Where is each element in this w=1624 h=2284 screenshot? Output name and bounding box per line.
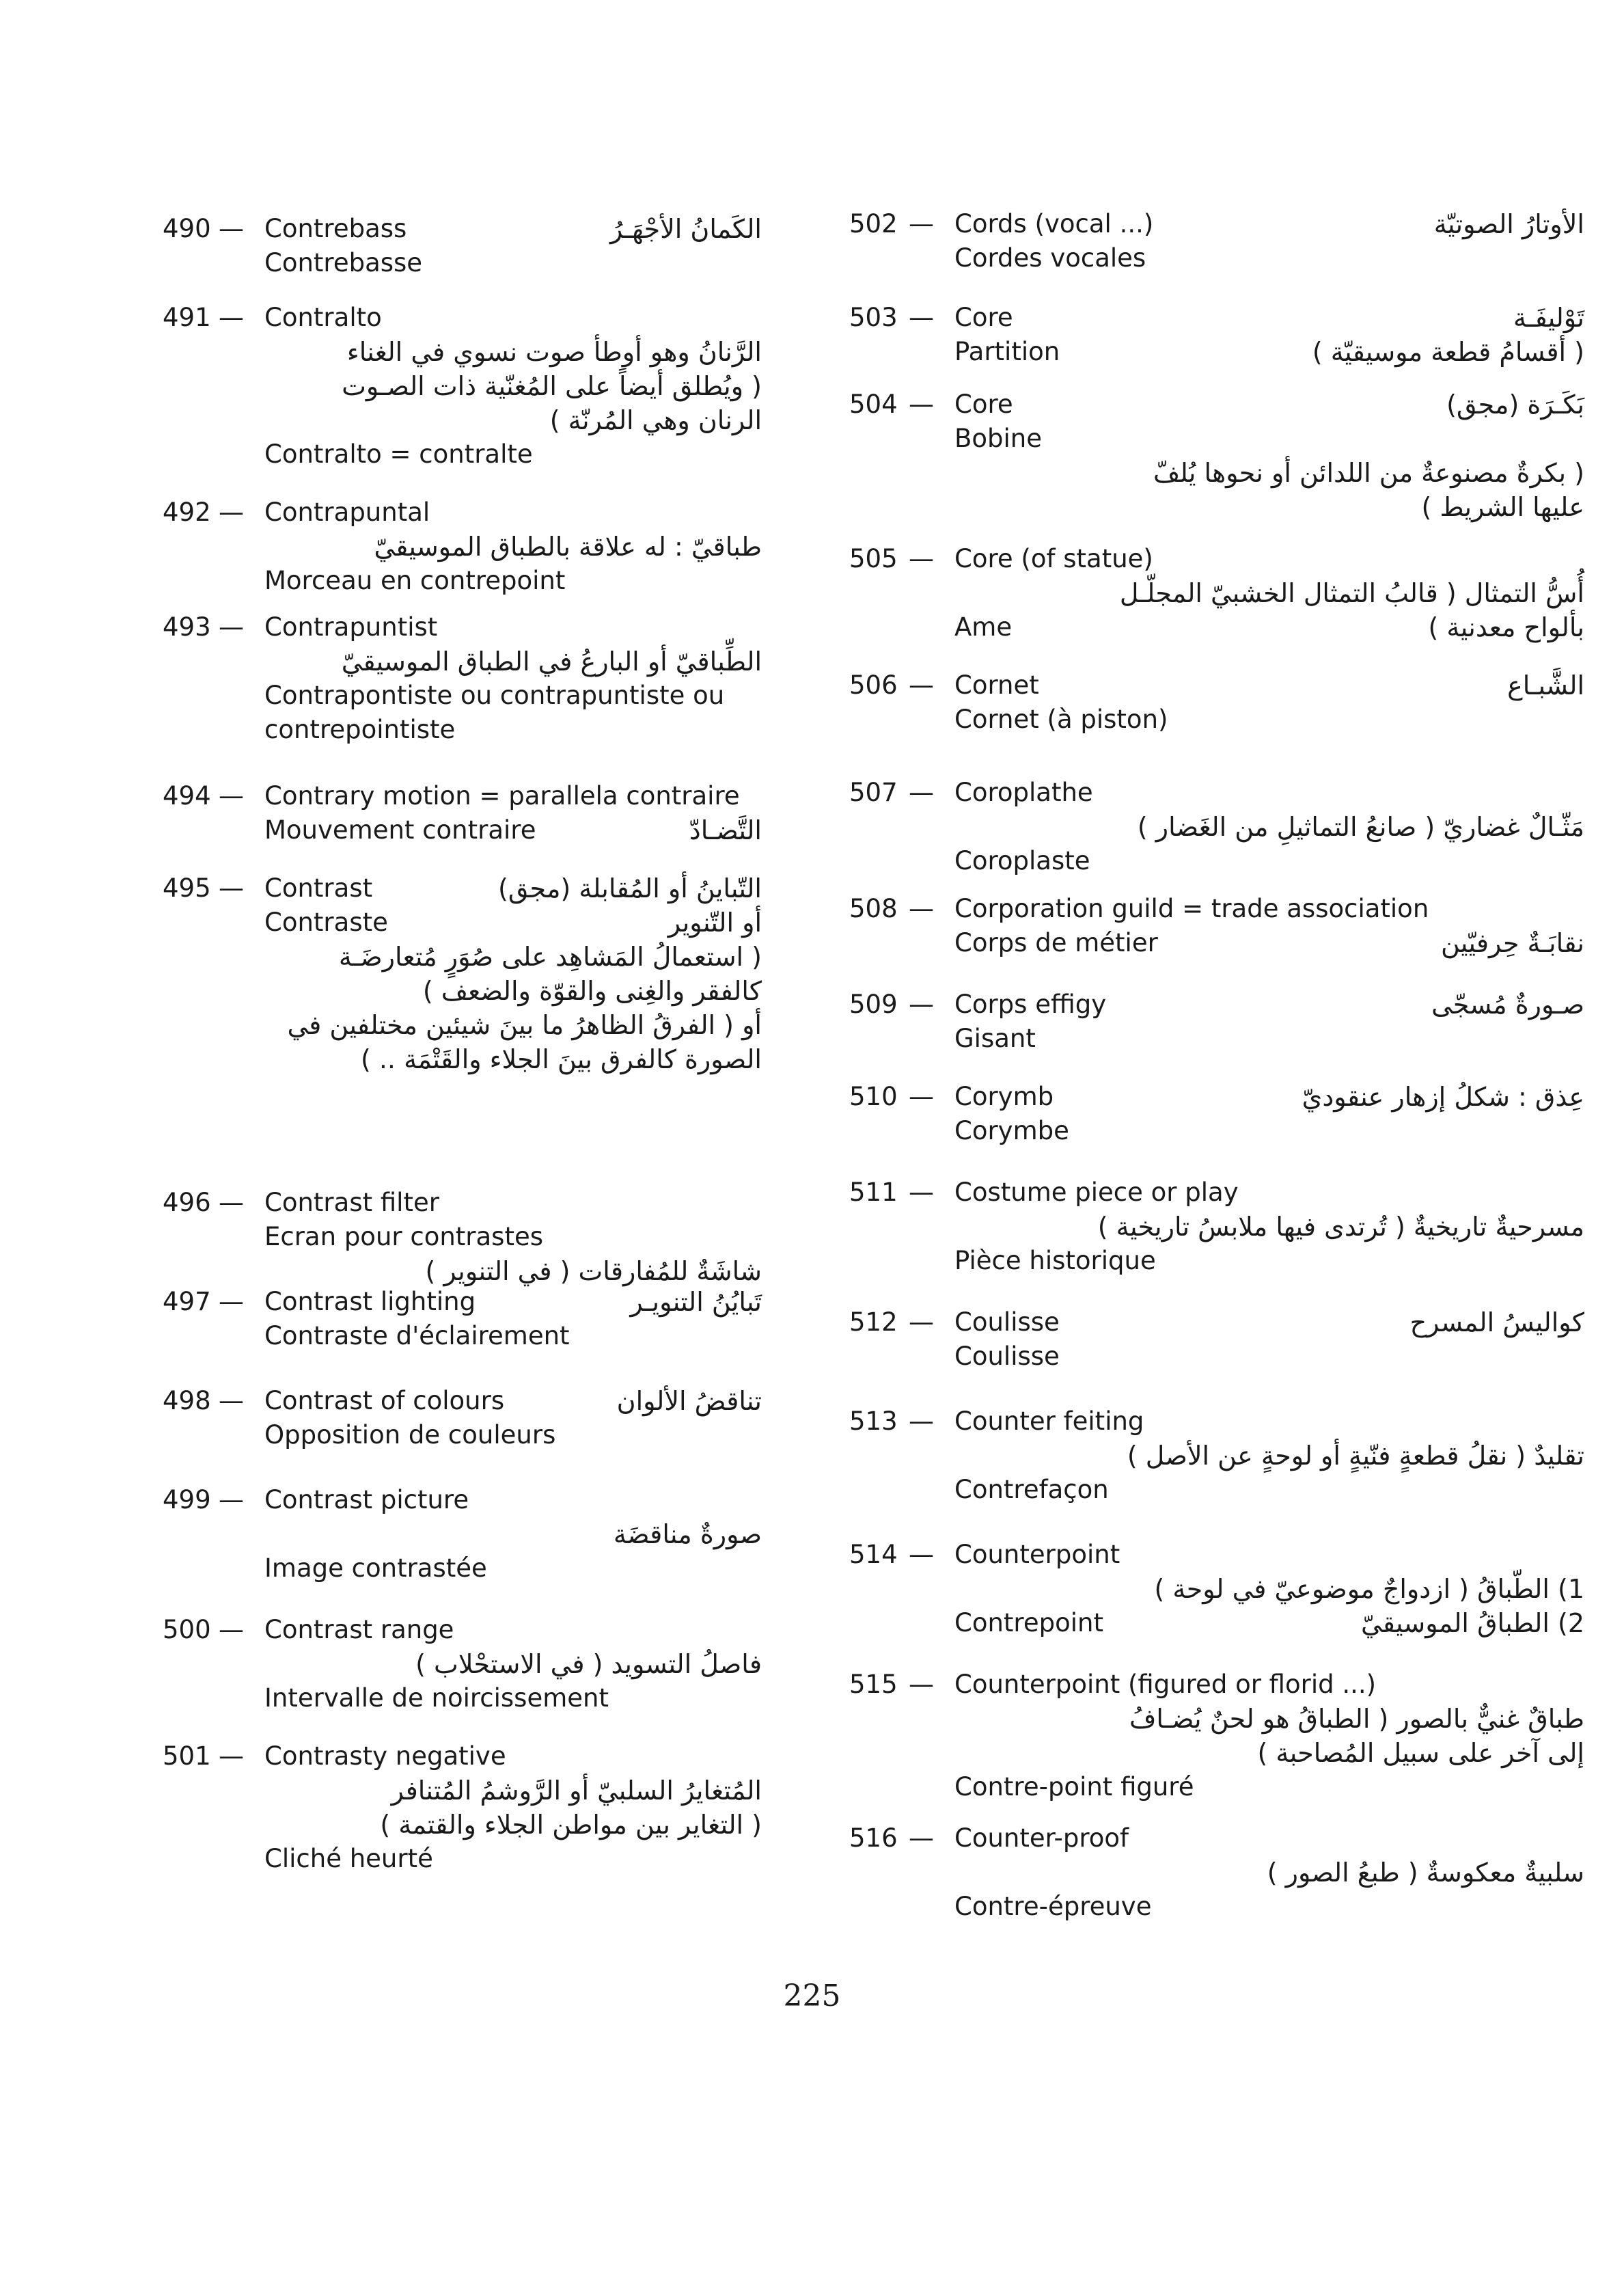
- entry-number: 513: [849, 1406, 898, 1436]
- english-term: Contrast of colours: [264, 1386, 505, 1415]
- entry-number: 508: [849, 894, 898, 923]
- arabic-term: عِذق : شكلُ إزهار عنقوديّ: [1302, 1082, 1584, 1112]
- arabic-term: مسرحيةٌ تاريخيةٌ ( تُرتدى فيها ملابسُ تاريخية ): [1097, 1212, 1584, 1242]
- entry-number: 493: [163, 612, 211, 642]
- dictionary-entry: [0, 301, 806, 472]
- entry-dash: —: [909, 670, 934, 700]
- entry-line: [0, 871, 806, 906]
- entry-dash: —: [909, 990, 934, 1019]
- right-column: [806, 0, 1624, 2284]
- entry-line: [806, 1404, 1624, 1439]
- entry-line: [806, 668, 1624, 703]
- dictionary-entry: [806, 1668, 1624, 1804]
- english-term: Cords (vocal ...): [954, 209, 1154, 239]
- arabic-term: ( استعمالُ المَشاهِد على صُوَرٍ مُتعارضَـة: [338, 942, 762, 972]
- french-term: Contrefaçon: [954, 1475, 1109, 1504]
- entry-dash: —: [219, 1287, 244, 1316]
- french-term: Contraste: [264, 908, 388, 937]
- entry-line: [0, 1517, 806, 1551]
- arabic-term: أو ( الفرقُ الظاهرُ ما بينَ شيئين مختلفين في: [287, 1010, 762, 1040]
- arabic-term: أو التّنوير: [668, 908, 762, 938]
- entry-line: [0, 1681, 806, 1715]
- entry-line: [806, 1855, 1624, 1890]
- french-term: Image contrastée: [264, 1553, 487, 1583]
- entry-line: [806, 703, 1624, 737]
- arabic-term: الرَّنانُ وهو أوطأ صوت نسوي في الغناء: [346, 337, 762, 367]
- french-term: Contrapontiste ou contrapuntiste ou: [264, 681, 725, 710]
- entry-number: 516: [849, 1823, 898, 1853]
- entry-line: [806, 1175, 1624, 1210]
- arabic-term: التَّضـادّ: [689, 815, 762, 845]
- entry-line: [0, 1319, 806, 1353]
- arabic-term: الكَمانُ الأجْهَـرُ: [610, 214, 762, 244]
- entry-line: [0, 335, 806, 369]
- arabic-term: تَوْليفَـة: [1513, 303, 1584, 333]
- entry-line: [0, 369, 806, 403]
- entry-line: [0, 779, 806, 813]
- entry-number: 504: [849, 390, 898, 419]
- arabic-term: التّباينُ أو المُقابلة (مجق): [498, 873, 762, 903]
- entry-line: [806, 1702, 1624, 1736]
- entry-line: [0, 1418, 806, 1452]
- entry-line: [0, 1220, 806, 1254]
- entry-line: [0, 1739, 806, 1773]
- entry-line: [0, 301, 806, 335]
- french-term: Gisant: [954, 1024, 1036, 1053]
- dictionary-entry: [806, 988, 1624, 1056]
- entry-line: [806, 490, 1624, 524]
- entry-line: [0, 679, 806, 713]
- french-term: Ame: [954, 612, 1013, 642]
- entry-line: [806, 926, 1624, 960]
- entry-line: [806, 892, 1624, 926]
- entry-line: [806, 207, 1624, 241]
- arabic-term: مَثّـالٌ غضاريّ ( صانعُ التماثيلِ من الغَضار ): [1137, 812, 1584, 842]
- arabic-term: كالفقر والغِنى والقوّة والضعف ): [422, 976, 762, 1006]
- english-term: Cornet: [954, 670, 1039, 700]
- entry-number: 510: [849, 1082, 898, 1111]
- entry-number: 500: [163, 1615, 211, 1644]
- entry-dash: —: [219, 498, 244, 527]
- french-term: Coroplaste: [954, 846, 1090, 875]
- entry-number: 494: [163, 781, 211, 811]
- entry-line: [0, 1483, 806, 1517]
- entry-line: [0, 530, 806, 564]
- entry-line: [0, 1285, 806, 1319]
- english-term: Contrapuntist: [264, 612, 438, 642]
- dictionary-entry: [806, 301, 1624, 369]
- entry-line: [0, 1254, 806, 1288]
- arabic-term: الرنان وهي المُرنّة ): [549, 405, 762, 435]
- entry-line: [806, 1770, 1624, 1804]
- french-term: Contraste d'éclairement: [264, 1321, 570, 1350]
- dictionary-entry: [806, 892, 1624, 960]
- entry-line: [806, 1572, 1624, 1606]
- english-term: Core: [954, 390, 1013, 419]
- entry-line: [806, 1340, 1624, 1374]
- dictionary-entry: [0, 610, 806, 747]
- entry-dash: —: [909, 390, 934, 419]
- english-term: Contrast filter: [264, 1188, 439, 1217]
- entry-line: [0, 940, 806, 974]
- arabic-term: 2) الطباقُ الموسيقيّ: [1361, 1608, 1584, 1638]
- dictionary-entry: [806, 776, 1624, 878]
- arabic-term: عليها الشريط ): [1421, 492, 1584, 522]
- english-term: Contrast lighting: [264, 1287, 476, 1316]
- english-term: Coroplathe: [954, 778, 1093, 807]
- entry-line: [0, 1042, 806, 1076]
- english-term: Contrapuntal: [264, 498, 430, 527]
- french-term: Pièce historique: [954, 1246, 1156, 1275]
- arabic-term: الأوتارُ الصوتيّة: [1433, 209, 1584, 239]
- dictionary-entry: [806, 1404, 1624, 1507]
- french-term: Cliché heurté: [264, 1844, 433, 1873]
- entry-line: [806, 542, 1624, 576]
- entry-line: [806, 301, 1624, 335]
- english-term: Contrebass: [264, 214, 407, 243]
- entry-line: [0, 713, 806, 747]
- entry-number: 502: [849, 209, 898, 239]
- entry-line: [0, 1613, 806, 1647]
- dictionary-entry: [0, 1186, 806, 1288]
- arabic-term: المُتغايرُ السلبيّ أو الرَّوشمُ المُتنافر: [391, 1776, 762, 1806]
- entry-line: [806, 810, 1624, 844]
- french-term: Morceau en contrepoint: [264, 566, 566, 595]
- dictionary-entry: [806, 207, 1624, 275]
- arabic-term: بَكَـرَة (مجق): [1446, 390, 1584, 420]
- entry-line: [0, 974, 806, 1008]
- entry-line: [0, 813, 806, 847]
- entry-line: [806, 1736, 1624, 1770]
- entry-dash: —: [219, 1485, 244, 1514]
- entry-line: [0, 644, 806, 679]
- english-term: Contrast range: [264, 1615, 454, 1644]
- entry-number: 490: [163, 214, 211, 243]
- arabic-term: تقليدٌ ( نقلُ قطعةٍ فنّيةٍ أو لوحةٍ عن الأصل ): [1127, 1441, 1584, 1471]
- english-term: Counter feiting: [954, 1406, 1144, 1436]
- entry-dash: —: [909, 1540, 934, 1569]
- french-term: contrepointiste: [264, 715, 456, 744]
- french-term: Partition: [954, 337, 1060, 366]
- entry-number: 512: [849, 1307, 898, 1337]
- entry-line: [806, 1080, 1624, 1114]
- entry-dash: —: [219, 214, 244, 243]
- entry-line: [806, 456, 1624, 490]
- entry-number: 509: [849, 990, 898, 1019]
- entry-number: 506: [849, 670, 898, 700]
- entry-line: [806, 335, 1624, 369]
- dictionary-entry: [0, 1613, 806, 1715]
- arabic-term: تَبايُنُ التنويـر: [630, 1287, 762, 1317]
- arabic-term: كواليسُ المسرح: [1409, 1307, 1584, 1337]
- arabic-term: طباقيّ : له علاقة بالطباق الموسيقيّ: [374, 532, 762, 562]
- entry-line: [806, 1473, 1624, 1507]
- french-term: Contre-épreuve: [954, 1892, 1152, 1921]
- arabic-term: فاصلُ التسويد ( في الاستحْلاب ): [415, 1649, 762, 1679]
- dictionary-entry: [0, 1483, 806, 1586]
- entry-line: [806, 776, 1624, 810]
- entry-line: [806, 1668, 1624, 1702]
- french-term: Mouvement contraire: [264, 815, 536, 845]
- english-term: Counterpoint (figured or florid ...): [954, 1670, 1377, 1699]
- dictionary-entry: [0, 495, 806, 598]
- english-term: Contrasty negative: [264, 1741, 506, 1771]
- dictionary-entry: [0, 1739, 806, 1876]
- entry-line: [806, 1305, 1624, 1340]
- french-term: Cordes vocales: [954, 243, 1146, 273]
- page-number: 225: [783, 1979, 841, 2013]
- entry-number: 503: [849, 303, 898, 332]
- entry-dash: —: [219, 873, 244, 903]
- entry-line: [806, 610, 1624, 644]
- entry-line: [0, 1008, 806, 1042]
- entry-dash: —: [909, 1406, 934, 1436]
- english-term: Counterpoint: [954, 1540, 1120, 1569]
- french-term: Intervalle de noircissement: [264, 1683, 609, 1713]
- entry-number: 511: [849, 1178, 898, 1207]
- french-term: Cornet (à piston): [954, 705, 1168, 734]
- entry-line: [806, 1538, 1624, 1572]
- dictionary-entry: [806, 1080, 1624, 1148]
- dictionary-entry: [806, 1538, 1624, 1640]
- entry-number: 507: [849, 778, 898, 807]
- dictionary-entry: [806, 1821, 1624, 1924]
- entry-dash: —: [219, 1188, 244, 1217]
- entry-dash: —: [909, 894, 934, 923]
- dictionary-entry: [806, 542, 1624, 644]
- entry-number: 499: [163, 1485, 211, 1514]
- entry-number: 492: [163, 498, 211, 527]
- entry-line: [806, 1022, 1624, 1056]
- entry-line: [806, 1210, 1624, 1244]
- arabic-term: صـورةٌ مُسجّى: [1431, 990, 1584, 1020]
- entry-line: [806, 576, 1624, 610]
- english-term: Core: [954, 303, 1013, 332]
- arabic-term: تناقضُ الألوان: [616, 1386, 762, 1416]
- english-term: Core (of statue): [954, 544, 1153, 573]
- entry-dash: —: [219, 1741, 244, 1771]
- entry-line: [806, 844, 1624, 878]
- english-term: Corymb: [954, 1082, 1054, 1111]
- entry-dash: —: [219, 781, 244, 811]
- dictionary-entry: [0, 1285, 806, 1353]
- entry-line: [0, 1384, 806, 1418]
- arabic-term: سلبيةٌ معكوسةٌ ( طبعُ الصور ): [1267, 1858, 1584, 1888]
- entry-line: [0, 1773, 806, 1808]
- entry-line: [806, 1114, 1624, 1148]
- left-column: [0, 0, 806, 2284]
- entry-line: [0, 246, 806, 280]
- entry-dash: —: [909, 1307, 934, 1337]
- entry-dash: —: [909, 303, 934, 332]
- arabic-term: ( ويُطلق أيضاً على المُغنّية ذات الصـوت: [342, 371, 762, 401]
- dictionary-entry: [806, 1305, 1624, 1374]
- entry-line: [0, 495, 806, 530]
- french-term: Contralto = contralte: [264, 439, 533, 469]
- dictionary-entry: [0, 1384, 806, 1452]
- entry-number: 495: [163, 873, 211, 903]
- french-term: Bobine: [954, 424, 1043, 453]
- english-term: Counter-proof: [954, 1823, 1129, 1853]
- entry-line: [0, 403, 806, 437]
- entry-number: 497: [163, 1287, 211, 1316]
- english-term: Contrast: [264, 873, 373, 903]
- entry-line: [0, 1842, 806, 1876]
- entry-dash: —: [219, 612, 244, 642]
- french-term: Ecran pour contrastes: [264, 1222, 544, 1251]
- arabic-term: الصورة كالفرق بينَ الجلاء والقَتْمَة .. ): [360, 1044, 762, 1074]
- entry-line: [0, 610, 806, 644]
- english-term: Contrary motion = parallela contraire: [264, 781, 740, 811]
- dictionary-entry: [0, 212, 806, 280]
- english-term: Costume piece or play: [954, 1178, 1239, 1207]
- entry-dash: —: [219, 303, 244, 332]
- entry-line: [806, 1606, 1624, 1640]
- arabic-term: شاشَةٌ للمُفارقات ( في التنوير ): [425, 1256, 762, 1286]
- entry-dash: —: [909, 544, 934, 573]
- entry-number: 496: [163, 1188, 211, 1217]
- entry-line: [0, 212, 806, 246]
- arabic-term: طباقٌ غنيٌّ بالصور ( الطباقُ هو لحنٌ يُضـافُ: [1129, 1704, 1584, 1734]
- arabic-term: ( بكرةٌ مصنوعةٌ من اللدائن أو نحوها يُلفّ: [1153, 458, 1584, 488]
- french-term: Contre-point figuré: [954, 1772, 1194, 1802]
- entry-dash: —: [219, 1386, 244, 1415]
- entry-number: 498: [163, 1386, 211, 1415]
- entry-number: 505: [849, 544, 898, 573]
- french-term: Coulisse: [954, 1342, 1060, 1371]
- english-term: Corporation guild = trade association: [954, 894, 1429, 923]
- arabic-term: ( أقسامُ قطعة موسيقيّة ): [1312, 337, 1584, 367]
- entry-dash: —: [909, 778, 934, 807]
- french-term: Contrebasse: [264, 248, 423, 277]
- entry-dash: —: [909, 1823, 934, 1853]
- entry-line: [806, 1890, 1624, 1924]
- entry-dash: —: [219, 1615, 244, 1644]
- arabic-term: نقابَـةٌ حِرفيّين: [1440, 928, 1584, 958]
- entry-line: [806, 1244, 1624, 1278]
- entry-line: [806, 241, 1624, 275]
- dictionary-entry: [806, 388, 1624, 524]
- entry-line: [0, 1551, 806, 1586]
- entry-line: [806, 422, 1624, 456]
- entry-number: 514: [849, 1540, 898, 1569]
- arabic-term: ( التغاير بين مواطن الجلاء والقتمة ): [380, 1810, 762, 1840]
- entry-line: [0, 906, 806, 940]
- dictionary-entry: [806, 1175, 1624, 1278]
- arabic-term: الطِّباقيّ أو البارعُ في الطباق الموسيقيّ: [341, 647, 762, 677]
- arabic-term: الشَّبـاع: [1507, 670, 1584, 701]
- entry-dash: —: [909, 1670, 934, 1699]
- arabic-term: أُسُّ التمثال ( قالبُ التمثال الخشبيّ المجلّـل: [1119, 578, 1584, 608]
- english-term: Contralto: [264, 303, 382, 332]
- entry-line: [806, 988, 1624, 1022]
- entry-dash: —: [909, 1178, 934, 1207]
- french-term: Corps de métier: [954, 928, 1158, 957]
- arabic-term: 1) الطّباقُ ( ازدواجٌ موضوعيّ في لوحة ): [1154, 1574, 1584, 1604]
- dictionary-entry: [0, 779, 806, 847]
- entry-line: [0, 1808, 806, 1842]
- dictionary-entry: [0, 871, 806, 1076]
- entry-dash: —: [909, 209, 934, 239]
- english-term: Corps effigy: [954, 990, 1107, 1019]
- entry-line: [0, 1647, 806, 1681]
- english-term: Contrast picture: [264, 1485, 469, 1514]
- entry-line: [0, 437, 806, 472]
- entry-line: [0, 564, 806, 598]
- arabic-term: صورةٌ مناقضَة: [613, 1519, 762, 1549]
- french-term: Opposition de couleurs: [264, 1420, 556, 1450]
- entry-line: [806, 388, 1624, 422]
- french-term: Corymbe: [954, 1116, 1069, 1145]
- entry-number: 501: [163, 1741, 211, 1771]
- entry-number: 491: [163, 303, 211, 332]
- dictionary-entry: [806, 668, 1624, 737]
- entry-dash: —: [909, 1082, 934, 1111]
- entry-line: [0, 1186, 806, 1220]
- entry-number: 515: [849, 1670, 898, 1699]
- french-term: Contrepoint: [954, 1608, 1103, 1637]
- arabic-term: إلى آخر على سبيل المُصاحبة ): [1257, 1738, 1584, 1768]
- arabic-term: بألواح معدنية ): [1428, 612, 1584, 642]
- english-term: Coulisse: [954, 1307, 1060, 1337]
- entry-line: [806, 1821, 1624, 1855]
- entry-line: [806, 1439, 1624, 1473]
